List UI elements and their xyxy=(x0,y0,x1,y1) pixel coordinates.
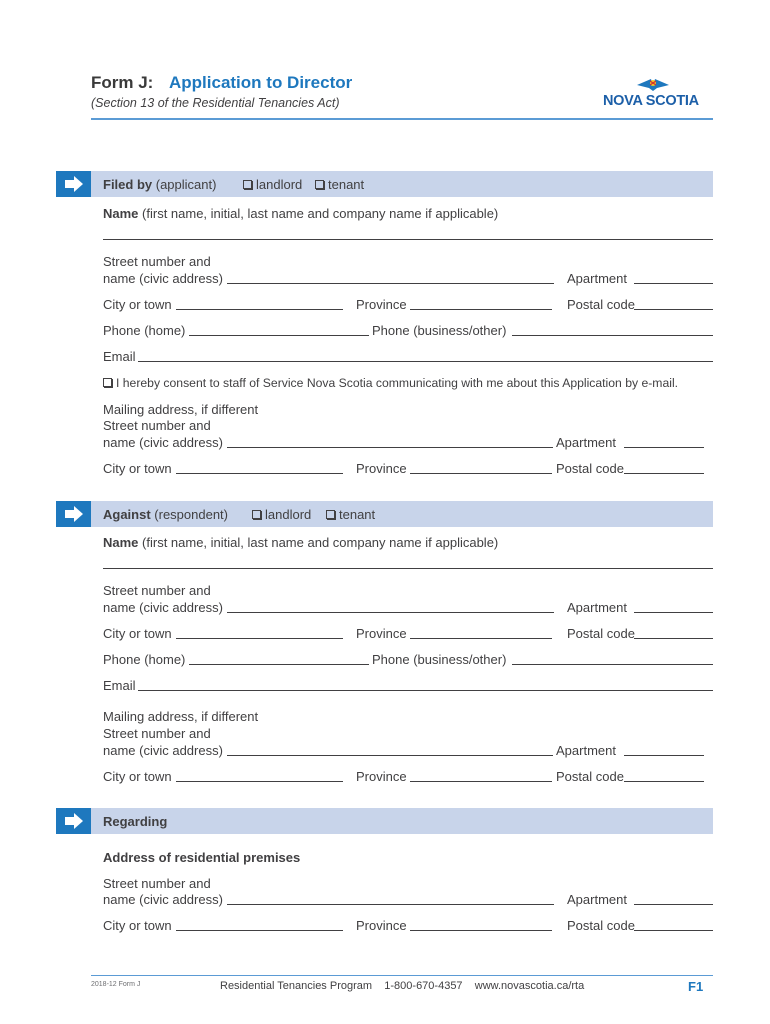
province-label: Province xyxy=(356,297,407,312)
name-label: Name (first name, initial, last name and company name if applicable) xyxy=(103,535,499,550)
landlord-checkbox[interactable]: landlord xyxy=(252,507,311,522)
postal-label: Postal code xyxy=(567,918,635,933)
postal-label: Postal code xyxy=(567,626,635,641)
mailing-postal-label: Postal code xyxy=(556,769,624,784)
phone-home-label: Phone (home) xyxy=(103,323,186,338)
street-label-line2: name (civic address) xyxy=(103,892,223,907)
checkbox-icon xyxy=(315,180,324,189)
name-field[interactable] xyxy=(103,568,713,569)
email-field[interactable] xyxy=(138,690,713,691)
mailing-label: Mailing address, if different xyxy=(103,402,259,417)
city-field[interactable] xyxy=(176,930,343,931)
nova-scotia-logo xyxy=(603,79,715,111)
checkbox-icon xyxy=(103,378,112,387)
mailing-city-label: City or town xyxy=(103,461,172,476)
tenant-checkbox[interactable]: tenant xyxy=(315,177,364,192)
apartment-field[interactable] xyxy=(634,612,713,613)
mailing-street-field[interactable] xyxy=(227,447,553,448)
phone-business-label: Phone (business/other) xyxy=(372,323,507,338)
postal-field[interactable] xyxy=(634,638,713,639)
mailing-province-label: Province xyxy=(356,769,407,784)
mailing-province-field[interactable] xyxy=(410,781,552,782)
mailing-city-label: City or town xyxy=(103,769,172,784)
logo-wordmark: NOVA SCOTIA xyxy=(603,93,699,109)
mailing-street-label-line2: name (civic address) xyxy=(103,743,223,758)
premises-heading: Address of residential premises xyxy=(103,850,301,865)
mailing-postal-label: Postal code xyxy=(556,461,624,476)
province-field[interactable] xyxy=(410,638,552,639)
phone-home-field[interactable] xyxy=(189,664,369,665)
street-label-line2: name (civic address) xyxy=(103,600,223,615)
checkbox-icon xyxy=(243,180,252,189)
mailing-postal-field[interactable] xyxy=(624,473,704,474)
email-field[interactable] xyxy=(138,361,713,362)
phone-business-label: Phone (business/other) xyxy=(372,652,507,667)
province-field[interactable] xyxy=(410,309,552,310)
street-label-line1: Street number and xyxy=(103,254,211,269)
footer-page-number: F1 xyxy=(688,979,704,994)
mailing-street-field[interactable] xyxy=(227,755,553,756)
footer-form-code: 2018-12 Form J xyxy=(91,981,141,988)
section-arrow-icon xyxy=(56,808,92,834)
phone-home-field[interactable] xyxy=(189,335,369,336)
mailing-label: Mailing address, if different xyxy=(103,709,259,724)
apartment-field[interactable] xyxy=(634,904,713,905)
footer-contact: Residential Tenancies Program 1-800-670-4357 www.novascotia.ca/rta xyxy=(220,980,585,992)
mailing-city-field[interactable] xyxy=(176,473,343,474)
page-title: Application to Director xyxy=(169,73,353,92)
name-label: Name (first name, initial, last name and company name if applicable) xyxy=(103,206,499,221)
phone-home-label: Phone (home) xyxy=(103,652,186,667)
street-field[interactable] xyxy=(227,612,554,613)
page-subtitle: (Section 13 of the Residential Tenancies Act) xyxy=(91,96,340,110)
city-field[interactable] xyxy=(176,638,343,639)
mailing-street-label-line1: Street number and xyxy=(103,726,211,741)
mailing-street-label-line2: name (civic address) xyxy=(103,435,223,450)
apartment-field[interactable] xyxy=(634,283,713,284)
mailing-apartment-field[interactable] xyxy=(624,755,704,756)
province-label: Province xyxy=(356,626,407,641)
landlord-checkbox[interactable]: landlord xyxy=(243,177,302,192)
section-heading-against: Against (respondent) xyxy=(103,507,228,522)
street-field[interactable] xyxy=(227,904,554,905)
province-field[interactable] xyxy=(410,930,552,931)
checkbox-icon xyxy=(326,510,335,519)
street-label-line1: Street number and xyxy=(103,876,211,891)
section-band-filed-by xyxy=(91,171,713,197)
header-divider xyxy=(91,118,713,120)
street-label-line2: name (civic address) xyxy=(103,271,223,286)
apartment-label: Apartment xyxy=(567,600,627,615)
city-label: City or town xyxy=(103,297,172,312)
street-label-line1: Street number and xyxy=(103,583,211,598)
postal-label: Postal code xyxy=(567,297,635,312)
section-arrow-icon xyxy=(56,171,92,197)
tenant-checkbox[interactable]: tenant xyxy=(326,507,375,522)
section-heading-filed-by: Filed by (applicant) xyxy=(103,177,217,192)
mailing-province-field[interactable] xyxy=(410,473,552,474)
street-field[interactable] xyxy=(227,283,554,284)
mailing-city-field[interactable] xyxy=(176,781,343,782)
mailing-province-label: Province xyxy=(356,461,407,476)
mailing-apartment-label: Apartment xyxy=(556,435,616,450)
province-label: Province xyxy=(356,918,407,933)
city-label: City or town xyxy=(103,626,172,641)
apartment-label: Apartment xyxy=(567,271,627,286)
mailing-postal-field[interactable] xyxy=(624,781,704,782)
section-heading-regarding: Regarding xyxy=(103,814,168,829)
footer-divider xyxy=(91,975,713,976)
email-label: Email xyxy=(103,678,136,693)
city-label: City or town xyxy=(103,918,172,933)
mailing-apartment-field[interactable] xyxy=(624,447,704,448)
city-field[interactable] xyxy=(176,309,343,310)
postal-field[interactable] xyxy=(634,930,713,931)
phone-business-field[interactable] xyxy=(512,664,713,665)
mailing-street-label-line1: Street number and xyxy=(103,418,211,433)
section-arrow-icon xyxy=(56,501,92,527)
apartment-label: Apartment xyxy=(567,892,627,907)
mailing-apartment-label: Apartment xyxy=(556,743,616,758)
postal-field[interactable] xyxy=(634,309,713,310)
form-label: Form J: xyxy=(91,73,154,92)
checkbox-icon xyxy=(252,510,261,519)
section-band-against xyxy=(91,501,713,527)
phone-business-field[interactable] xyxy=(512,335,713,336)
email-label: Email xyxy=(103,349,136,364)
email-consent-checkbox[interactable]: I hereby consent to staff of Service Nova Scotia communicating with me about this Application by e-mail. xyxy=(103,376,678,390)
section-band-regarding xyxy=(91,808,713,834)
name-field[interactable] xyxy=(103,239,713,240)
